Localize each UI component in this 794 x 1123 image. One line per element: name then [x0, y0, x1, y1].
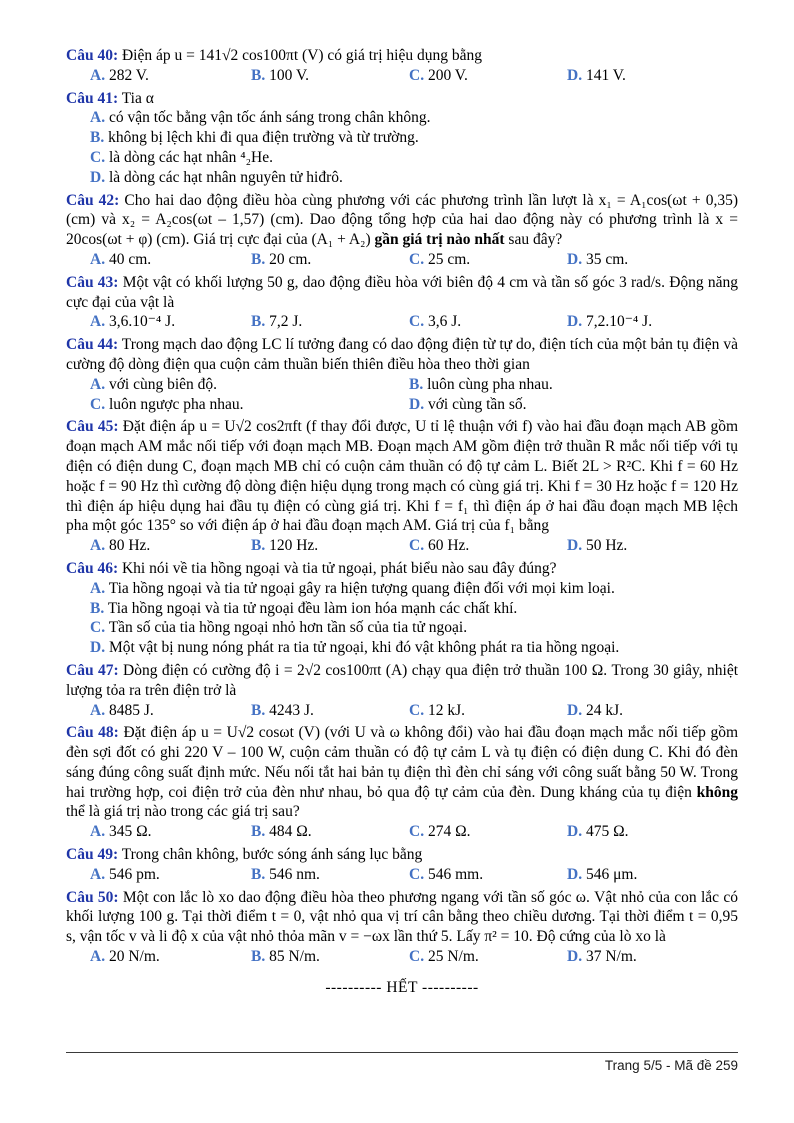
option-letter: D. — [567, 66, 583, 84]
option-text: luôn cùng pha nhau. — [427, 375, 553, 393]
option-c — [409, 66, 567, 86]
option-text: có vận tốc bằng vận tốc ánh sáng trong chân không. — [108, 109, 431, 127]
option-text: 345 Ω. — [108, 823, 152, 841]
option-text: 200 V. — [427, 66, 468, 84]
option-b — [251, 536, 409, 556]
question-segment: Dòng điện có cường độ i = 2√2 cos100πt (A) chạy qua điện trở thuần 100 Ω. Trong 30 giây, nhiệt lượng tỏa ra trên điện trở là — [66, 661, 739, 699]
options-group — [66, 312, 738, 332]
option-letter: D. — [90, 639, 106, 657]
option-a — [90, 865, 251, 885]
option-letter: D. — [567, 948, 583, 966]
option-b — [251, 865, 409, 885]
option-text: 40 cm. — [108, 250, 152, 268]
option-b — [409, 375, 738, 395]
option-letter: C. — [409, 250, 425, 268]
option-text: 141 V. — [585, 66, 626, 84]
option-letter: B. — [251, 313, 266, 331]
option-d — [567, 536, 738, 556]
options-group — [66, 66, 738, 86]
option-text: 546 pm. — [108, 865, 160, 883]
options-group — [66, 822, 738, 842]
option-text: 3,6.10⁻⁴ J. — [108, 313, 176, 331]
option-letter: D. — [567, 250, 583, 268]
question-number-label: Câu 45: — [66, 418, 119, 436]
option-text: là dòng các hạt nhân nguyên tử hiđrô. — [108, 168, 343, 186]
option-text: 20 cm. — [269, 250, 312, 268]
option-letter: D. — [567, 823, 583, 841]
question-block — [66, 417, 738, 556]
option-letter: C. — [409, 823, 425, 841]
option-letter: D. — [567, 313, 583, 331]
option-text: luôn ngược pha nhau. — [108, 395, 244, 413]
option-a — [90, 250, 251, 270]
question-block — [66, 661, 738, 720]
question-block — [66, 845, 738, 885]
option-b — [90, 128, 738, 148]
option-letter: A. — [90, 375, 106, 393]
question-segment: gần giá trị nào nhất — [374, 231, 505, 249]
question-segment: Trong mạch dao động LC lí tưởng đang có dao động điện từ tự do, điện tích của một bản tụ điện và cường độ dòng điện qua cuộn cảm thuần biến thiên điều hòa theo thời gian — [66, 336, 738, 373]
option-letter: B. — [409, 375, 424, 393]
question-text — [66, 417, 738, 536]
option-c — [409, 822, 567, 842]
options-group — [66, 579, 738, 658]
question-text — [66, 559, 738, 579]
question-segment: Điện áp u = 141√2 cos100πt (V) có giá trị hiệu dụng bằng — [121, 47, 482, 64]
options-group — [66, 865, 738, 885]
question-number-label: Câu 48: — [66, 724, 119, 742]
option-text: 475 Ω. — [585, 823, 629, 841]
option-text: Một vật bị nung nóng phát ra tia tử ngoại, khi đó vật không phát ra tia hồng ngoại. — [108, 639, 620, 657]
question-segment: Trong chân không, bước sóng ánh sáng lục bằng — [121, 846, 423, 864]
option-d — [90, 638, 738, 658]
question-number-label: Câu 43: — [66, 273, 119, 291]
page-footer — [66, 1052, 738, 1076]
option-text: 484 Ω. — [269, 823, 312, 841]
option-letter: A. — [90, 948, 106, 966]
question-segment: Đặt điện áp u = U√2 cos2πft (f thay đổi được, U tỉ lệ thuận với f) vào hai đầu đoạn mạch AB gồm đoạn mạch AM mắc nối tiếp với đoạn mạch MB. Đoạn mạch AM gồm điện trở thuần R mắc nối tiếp với tụ điện có điện dung C, đoạn mạch MB chỉ có cuộn cảm thuần có độ tự cảm L. Biết 2L > R²C. Khi f = 60 Hz hoặc f = 90 Hz thì cường độ dòng điện hiệu dụng trong mạch có cùng giá trị. Khi f = 30 Hz hoặc f = 120 Hz thì điện áp hiệu dụng hai đầu tụ điện có cùng giá trị. Khi f = f₁ thì điện áp ở hai đầu đoạn mạch MB lệch pha một góc 135° so với điện áp ở hai đầu đoạn mạch AM. Giá trị của f₁ bằng — [66, 418, 739, 535]
option-text: 546 mm. — [427, 865, 484, 883]
option-letter: B. — [251, 865, 266, 883]
option-d — [90, 168, 738, 188]
options-group — [66, 947, 738, 967]
question-block — [66, 89, 738, 188]
option-text: 8485 J. — [108, 701, 154, 719]
option-a — [90, 579, 738, 599]
option-c — [409, 250, 567, 270]
question-number-label: Câu 50: — [66, 888, 119, 906]
option-text: 100 V. — [269, 66, 310, 84]
question-number-label: Câu 44: — [66, 336, 119, 354]
option-letter: A. — [90, 313, 106, 331]
option-a — [90, 947, 251, 967]
question-block — [66, 46, 738, 86]
option-a — [90, 822, 251, 842]
option-c — [409, 947, 567, 967]
option-d — [567, 701, 738, 721]
option-letter: A. — [90, 537, 106, 555]
option-c — [409, 536, 567, 556]
option-letter: A. — [90, 66, 106, 84]
option-letter: B. — [251, 823, 266, 841]
option-text: 546 μm. — [585, 865, 638, 883]
option-a — [90, 108, 738, 128]
option-c — [90, 395, 409, 415]
option-c — [90, 148, 738, 168]
question-segment: Đặt điện áp u = U√2 cosωt (V) (với U và ω không đổi) vào hai đầu đoạn mạch mắc nối tiếp gồm đèn sợi đốt có ghi 220 V – 100 W, cuộn cảm thuần có độ tự cảm L và tụ điện có điện dung C. Khi đó đèn sáng đúng công suất định mức. Nếu nối tắt hai bản tụ điện thì đèn chỉ sáng với công suất bằng 50 W. Trong hai trường hợp, coi điện trở của đèn như nhau, bỏ qua độ tự cảm của đèn. Dung kháng của tụ điện — [66, 724, 739, 801]
option-text: 50 Hz. — [585, 537, 628, 555]
question-block — [66, 888, 738, 967]
question-segment: Tia α — [121, 89, 154, 107]
options-group — [66, 250, 738, 270]
option-letter: B. — [251, 948, 266, 966]
option-text: Tần số của tia hồng ngoại nhỏ hơn tần số của tia tử ngoại. — [108, 619, 468, 637]
option-letter: A. — [90, 701, 106, 719]
option-c — [409, 701, 567, 721]
option-letter: A. — [90, 823, 106, 841]
option-letter: C. — [409, 66, 425, 84]
option-b — [90, 599, 738, 619]
option-letter: C. — [90, 395, 106, 413]
option-b — [251, 312, 409, 332]
option-b — [251, 822, 409, 842]
option-letter: D. — [567, 701, 583, 719]
option-letter: B. — [251, 66, 266, 84]
option-text: với cùng tần số. — [427, 395, 527, 413]
question-segment: không — [696, 783, 738, 801]
option-a — [90, 312, 251, 332]
option-text: 24 kJ. — [585, 701, 623, 719]
option-letter: C. — [409, 537, 425, 555]
question-text — [66, 46, 738, 66]
option-letter: C. — [409, 701, 425, 719]
option-text: với cùng biên độ. — [108, 375, 218, 393]
question-number-label: Câu 40: — [66, 47, 119, 64]
question-number-label: Câu 41: — [66, 89, 119, 107]
option-text: 4243 J. — [269, 701, 314, 719]
options-group — [66, 701, 738, 721]
option-text: 3,6 J. — [427, 313, 462, 331]
option-d — [567, 865, 738, 885]
option-letter: B. — [90, 599, 105, 617]
option-text: Tia hồng ngoại và tia tử ngoại đều làm ion hóa mạnh các chất khí. — [107, 599, 518, 617]
option-letter: B. — [251, 250, 266, 268]
option-text: 12 kJ. — [427, 701, 465, 719]
question-segment: Một vật có khối lượng 50 g, dao động điều hòa với biên độ 4 cm và tần số góc 3 rad/s. Động năng cực đại của vật là — [66, 273, 738, 311]
option-text: 7,2 J. — [269, 313, 303, 331]
questions-list — [66, 46, 738, 967]
option-letter: D. — [409, 395, 425, 413]
question-segment: Cho hai dao động điều hòa cùng phương với các phương trình lần lượt là x₁ = A₁cos(ωt + 0,35) (cm) và x₂ = A₂cos(ωt – 1,57) (cm). Dao động tổng hợp của hai dao động này có phương trình là x = 20cos(ωt + φ) (cm). Giá trị cực đại của (A₁ + A₂) — [66, 191, 739, 249]
option-text: 25 N/m. — [427, 948, 479, 966]
question-text — [66, 273, 738, 313]
question-block — [66, 723, 738, 842]
question-text — [66, 845, 738, 865]
option-letter: D. — [567, 865, 583, 883]
options-group — [66, 108, 738, 187]
question-number-label: Câu 46: — [66, 559, 119, 577]
option-letter: A. — [90, 865, 106, 883]
option-text: 37 N/m. — [585, 948, 637, 966]
question-segment: thể là giá trị nào trong các giá trị sau? — [66, 803, 300, 821]
question-number-label: Câu 49: — [66, 846, 119, 864]
options-group — [66, 375, 738, 415]
option-text: 20 N/m. — [108, 948, 160, 966]
option-a — [90, 701, 251, 721]
question-number-label: Câu 42: — [66, 191, 120, 209]
option-d — [567, 947, 738, 967]
option-a — [90, 536, 251, 556]
question-number-label: Câu 47: — [66, 661, 119, 679]
option-text: 282 V. — [108, 66, 149, 84]
option-text: 35 cm. — [585, 250, 629, 268]
option-b — [251, 66, 409, 86]
option-letter: B. — [251, 701, 266, 719]
question-block — [66, 559, 738, 658]
option-letter: C. — [409, 313, 425, 331]
question-text — [66, 723, 738, 822]
option-text: không bị lệch khi đi qua điện trường và từ trường. — [108, 129, 419, 147]
option-letter: A. — [90, 579, 106, 597]
option-d — [409, 395, 738, 415]
question-text — [66, 335, 738, 375]
question-text — [66, 89, 738, 109]
option-letter: A. — [90, 109, 106, 127]
question-text — [66, 661, 738, 701]
option-text: 60 Hz. — [427, 537, 470, 555]
question-segment: Một con lắc lò xo dao động điều hòa theo phương ngang với tần số góc ω. Vật nhỏ của con lắc có khối lượng 100 g. Tại thời điểm t = 0, vật nhỏ qua vị trí cân bằng theo chiều dương. Tại thời điểm t = 0,95 s, vận tốc v và li độ x của vật nhỏ thỏa mãn v = −ωx lần thứ 5. Lấy π² = 10. Độ cứng của lò xo là — [66, 888, 738, 946]
option-letter: C. — [409, 865, 425, 883]
option-text: 85 N/m. — [269, 948, 320, 966]
option-d — [567, 312, 738, 332]
option-text: 120 Hz. — [269, 537, 319, 555]
question-text — [66, 191, 738, 250]
page-number-and-exam-code: Trang 5/5 - Mã đề 259 — [604, 1058, 738, 1073]
question-block — [66, 273, 738, 332]
question-segment: Khi nói về tia hồng ngoại và tia tử ngoại, phát biểu nào sau đây đúng? — [121, 559, 557, 577]
option-letter: C. — [90, 619, 106, 637]
option-text: là dòng các hạt nhân ⁴₂He. — [108, 148, 273, 166]
option-c — [409, 865, 567, 885]
question-text — [66, 888, 738, 947]
option-letter: C. — [90, 148, 106, 166]
option-d — [567, 250, 738, 270]
option-letter: A. — [90, 250, 106, 268]
option-letter: B. — [90, 129, 105, 147]
option-letter: B. — [251, 537, 266, 555]
option-letter: C. — [409, 948, 425, 966]
option-b — [251, 947, 409, 967]
option-text: Tia hồng ngoại và tia tử ngoại gây ra hiện tượng quang điện đối với mọi kim loại. — [108, 579, 615, 597]
option-d — [567, 66, 738, 86]
option-c — [409, 312, 567, 332]
option-text: 546 nm. — [269, 865, 320, 883]
option-a — [90, 66, 251, 86]
question-segment: sau đây? — [504, 231, 563, 249]
end-of-exam-marker: ---------- HẾT ---------- — [325, 978, 479, 996]
question-block — [66, 335, 738, 414]
options-group — [66, 536, 738, 556]
option-d — [567, 822, 738, 842]
option-letter: D. — [90, 168, 106, 186]
option-c — [90, 618, 738, 638]
option-b — [251, 701, 409, 721]
option-text: 25 cm. — [427, 250, 471, 268]
option-a — [90, 375, 409, 395]
option-letter: D. — [567, 537, 583, 555]
option-text: 7,2.10⁻⁴ J. — [585, 313, 653, 331]
question-block — [66, 191, 738, 270]
option-text: 80 Hz. — [108, 537, 151, 555]
option-text: 274 Ω. — [427, 823, 471, 841]
option-b — [251, 250, 409, 270]
